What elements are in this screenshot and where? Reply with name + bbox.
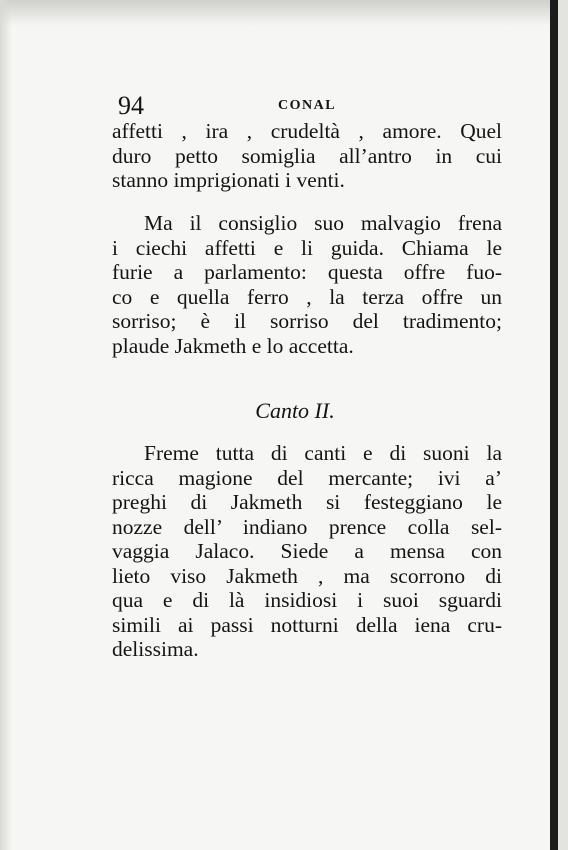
paragraph-3 — [112, 441, 502, 662]
text-line: affetti , ira , crudeltà , amore. Quel — [112, 119, 502, 143]
page-number: 94 — [118, 91, 144, 120]
text-line: plaude Jakmeth e lo accetta. — [112, 333, 354, 358]
paragraph-1 — [112, 119, 502, 193]
text-line: ricca magione del mercante; ivi a’ — [112, 465, 502, 490]
page-header — [118, 92, 498, 120]
text-line: co e quella ferro , la terza offre un — [112, 284, 502, 309]
text-line: furie a parlamento: questa offre fuo- — [112, 260, 502, 284]
page-left-shadow — [0, 0, 12, 850]
text-line: Ma il consiglio suo malvagio frena — [144, 211, 502, 235]
text-line: nozze dell’ indiano prence colla sel- — [112, 514, 502, 539]
paragraph-2 — [112, 211, 502, 358]
text-line: Freme tutta di canti e di suoni la — [144, 441, 502, 465]
text-line: qua e di là insidiosi i suoi sguardi — [112, 588, 502, 612]
running-title: CONAL — [278, 98, 337, 113]
text-line: preghi di Jakmeth si festeggiano le — [112, 490, 502, 514]
text-line: simili ai passi notturni della iena cru- — [112, 612, 502, 637]
text-line: vaggia Jalaco. Siede a mensa con — [112, 539, 502, 563]
text-line: duro petto somiglia all’antro in cui — [112, 143, 502, 168]
text-line: stanno imprigionati i venti. — [112, 168, 345, 192]
text-line: lieto viso Jakmeth , ma scorrono di — [112, 563, 502, 588]
text-line: delissima. — [112, 637, 199, 661]
text-line: sorriso; è il sorriso del tradimento; — [112, 309, 502, 333]
binding-edge — [550, 0, 558, 850]
binding-gap — [558, 0, 568, 850]
section-heading-text: Canto II. — [255, 398, 335, 423]
page-top-shadow — [0, 0, 568, 26]
text-line: i ciechi affetti e li guida. Chiama le — [112, 235, 502, 260]
section-heading — [0, 398, 568, 424]
